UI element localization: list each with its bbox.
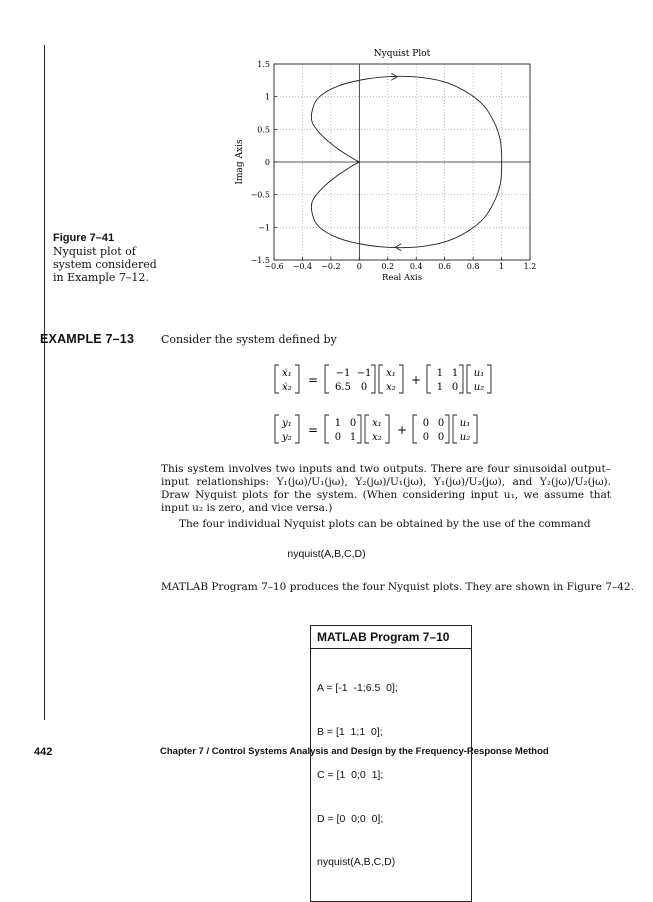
- state-lhs-entry: ẋ₁: [282, 368, 292, 379]
- bracket-left: [467, 365, 471, 393]
- equals-sign: =: [307, 373, 319, 387]
- margin-rule: [44, 45, 45, 720]
- bracket-left: [325, 415, 329, 443]
- x-tick-label: −0.6: [264, 262, 284, 271]
- input-vector-entry: u₁: [459, 418, 471, 429]
- matrix-a-entry: 0: [360, 382, 368, 393]
- y-tick-label: −1.5: [250, 256, 270, 265]
- bracket-left: [365, 415, 369, 443]
- bracket-right: [445, 415, 449, 443]
- x-tick-label: 0.4: [409, 262, 423, 271]
- bracket-left: [453, 415, 457, 443]
- input-vector-entry: u₂: [473, 382, 485, 393]
- code-line: nyquist(A,B,C,D): [317, 856, 396, 868]
- matrix-b-entry: 1: [451, 368, 459, 379]
- output-equation: [273, 413, 513, 447]
- y-tick-label: 0: [264, 158, 270, 167]
- plus-sign: +: [410, 373, 422, 387]
- x-tick-label: 1: [499, 262, 505, 271]
- matrix-b-entry: 0: [451, 382, 459, 393]
- y-tick-label: 0.5: [257, 125, 270, 135]
- example-paragraph-3: MATLAB Program 7–10 produces the four Nyquist plots. They are shown in Figure 7–42.: [161, 581, 634, 593]
- example-intro: Consider the system defined by: [161, 333, 337, 346]
- plus-sign: +: [396, 423, 408, 437]
- code-line: A = [-1 -1;6.5 0];: [317, 682, 398, 694]
- bracket-left: [379, 365, 383, 393]
- bracket-left: [413, 415, 417, 443]
- example-paragraph-1: This system involves two inputs and two outputs. There are four sinusoidal output–input relationships: Y₁(jω)/U₁(jω), Y₂(jω)/U₁(jω), Y₁(jω)/U₂(jω), and Y₂(jω)/U₂(jω). Draw Nyquist plots for the system. (When considering input u₁, we assume that input u₂ is zero, and vice versa.): [161, 463, 611, 514]
- matrix-c-entry: 1: [334, 418, 342, 429]
- bracket-right: [357, 415, 361, 443]
- x-tick-label: 0: [356, 262, 362, 271]
- x-axis-label: Real Axis: [382, 273, 422, 283]
- matrix-d-entry: 0: [422, 418, 430, 429]
- output-lhs-entry: y₁: [282, 418, 292, 429]
- y-tick-label: −1: [258, 223, 270, 233]
- bracket-right: [487, 365, 491, 393]
- matrix-c-entry: 0: [349, 418, 357, 429]
- bracket-right: [295, 365, 299, 393]
- example-paragraph-2: The four individual Nyquist plots can be obtained by the use of the command: [179, 518, 591, 530]
- matrix-c-entry: 1: [349, 432, 357, 443]
- x-tick-label: −0.2: [321, 262, 341, 271]
- code-line: C = [1 0;0 1];: [317, 769, 384, 781]
- y-tick-label: −0.5: [250, 190, 270, 200]
- bracket-right: [399, 365, 403, 393]
- figure-label: Figure 7–41: [53, 232, 115, 244]
- matlab-program-box: [310, 625, 472, 902]
- state-vector-entry: x₂: [386, 382, 396, 393]
- bracket-left: [427, 365, 431, 393]
- matrix-b-entry: 1: [436, 382, 444, 393]
- bracket-right: [473, 415, 477, 443]
- bracket-right: [295, 415, 299, 443]
- matrix-d-entry: 0: [437, 432, 445, 443]
- state-equation: [273, 363, 513, 397]
- running-head: Chapter 7 / Control Systems Analysis and Design by the Frequency-Response Method: [160, 746, 549, 757]
- bracket-left: [275, 415, 279, 443]
- matrix-a-entry: −1: [356, 368, 372, 379]
- nyquist-curve-upper: [311, 76, 501, 162]
- input-vector-entry: u₁: [473, 368, 485, 379]
- matrix-a-entry: 6.5: [335, 382, 351, 393]
- state-vector-entry: x₁: [372, 418, 382, 429]
- matrix-a-entry: −1: [335, 368, 351, 379]
- bracket-right: [371, 365, 375, 393]
- output-lhs-entry: y₂: [282, 432, 292, 443]
- code-line: B = [1 1;1 0];: [317, 725, 383, 738]
- code-line: D = [0 0;0 0];: [317, 812, 384, 825]
- equals-sign: =: [307, 423, 319, 437]
- y-axis-label: Imag Axis: [235, 139, 245, 185]
- chart-title: Nyquist Plot: [373, 49, 431, 59]
- bracket-left: [275, 365, 279, 393]
- matrix-d-entry: 0: [437, 418, 445, 429]
- state-vector-entry: x₂: [372, 432, 382, 443]
- x-tick-label: 0.8: [466, 262, 480, 271]
- y-tick-label: 1: [264, 92, 270, 102]
- input-vector-entry: u₂: [459, 432, 471, 443]
- example-heading: EXAMPLE 7–13: [40, 332, 135, 346]
- figure-caption-text: Nyquist plot of system considered in Example 7–12.: [53, 245, 157, 284]
- x-tick-label: 0.2: [381, 262, 395, 271]
- bracket-left: [325, 365, 329, 393]
- state-lhs-entry: ẋ₂: [282, 382, 292, 393]
- command-line: nyquist(A,B,C,D): [287, 548, 366, 560]
- bracket-right: [385, 415, 389, 443]
- matrix-b-entry: 1: [436, 368, 444, 379]
- matlab-program-title: MATLAB Program 7–10: [311, 626, 471, 649]
- state-vector-entry: x₁: [386, 368, 396, 379]
- nyquist-chart: [226, 40, 546, 290]
- page-number: 442: [34, 746, 53, 758]
- x-tick-label: −0.4: [292, 262, 313, 271]
- matrix-d-entry: 0: [422, 432, 430, 443]
- nyquist-curve-lower: [311, 162, 501, 248]
- matlab-program-code: [311, 649, 471, 901]
- figure-caption: [53, 232, 163, 284]
- bracket-right: [459, 365, 463, 393]
- matrix-c-entry: 0: [334, 432, 342, 443]
- x-tick-label: 1.2: [523, 262, 537, 271]
- x-tick-label: 0.6: [438, 262, 452, 271]
- y-tick-label: 1.5: [257, 60, 270, 69]
